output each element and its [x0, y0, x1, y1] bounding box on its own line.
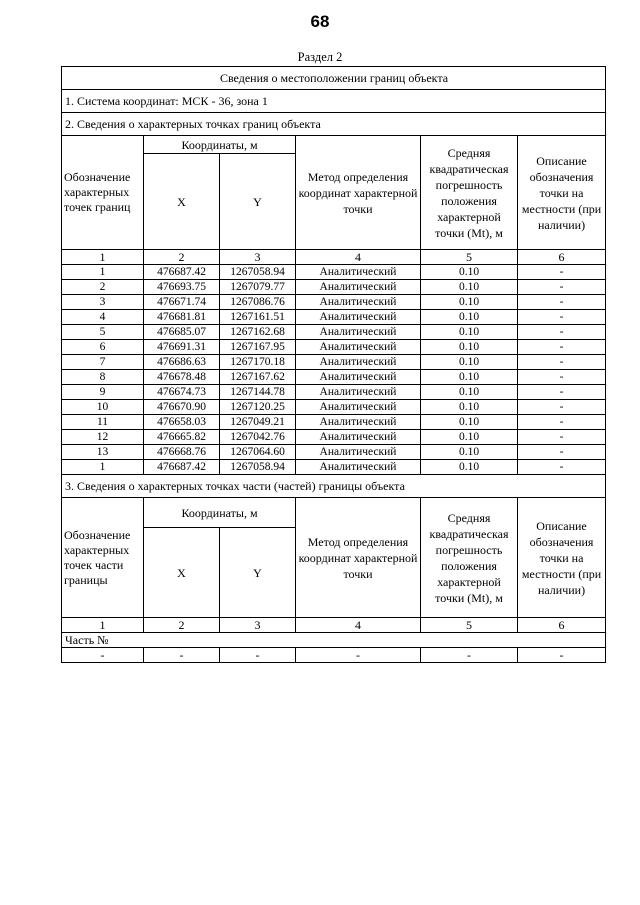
description: - — [518, 460, 606, 475]
coord-y: 1267120.25 — [220, 400, 296, 415]
coord-y: 1267144.78 — [220, 385, 296, 400]
coord-y: 1267086.76 — [220, 295, 296, 310]
header3-description: Описание обозначения точки на местности (при наличии) — [518, 498, 606, 618]
coord-y: 1267170.18 — [220, 355, 296, 370]
point-id: 12 — [62, 430, 144, 445]
column-number: 5 — [421, 250, 518, 265]
column-number: 2 — [144, 618, 220, 633]
method: Аналитический — [296, 340, 421, 355]
method: Аналитический — [296, 415, 421, 430]
accuracy: 0.10 — [421, 340, 518, 355]
coord-x: 476691.31 — [144, 340, 220, 355]
accuracy: 0.10 — [421, 295, 518, 310]
coord-x: 476670.90 — [144, 400, 220, 415]
accuracy: 0.10 — [421, 265, 518, 280]
column-number: 4 — [296, 618, 421, 633]
column-number: 3 — [220, 618, 296, 633]
header-x: X — [144, 154, 220, 250]
table-row — [62, 295, 606, 310]
part3-title: 3. Сведения о характерных точках части (частей) границы объекта — [62, 475, 606, 498]
point-id: 2 — [62, 280, 144, 295]
description: - — [518, 280, 606, 295]
coord-y: 1267064.60 — [220, 445, 296, 460]
method: Аналитический — [296, 280, 421, 295]
method: Аналитический — [296, 325, 421, 340]
coord-x: 476687.42 — [144, 460, 220, 475]
coord-x: 476681.81 — [144, 310, 220, 325]
header-method: Метод определения координат характерной точки — [296, 136, 421, 250]
part2-title: 2. Сведения о характерных точках границ объекта — [62, 113, 606, 136]
column-number: 6 — [518, 618, 606, 633]
table-row — [62, 340, 606, 355]
accuracy: 0.10 — [421, 310, 518, 325]
accuracy: 0.10 — [421, 460, 518, 475]
coord-x: 476668.76 — [144, 445, 220, 460]
coord-y: 1267058.94 — [220, 265, 296, 280]
table-row — [62, 265, 606, 280]
section-label: Раздел 2 — [297, 50, 343, 64]
description: - — [518, 430, 606, 445]
description: - — [518, 310, 606, 325]
description: - — [518, 325, 606, 340]
description: - — [518, 445, 606, 460]
header3-y: Y — [220, 528, 296, 618]
coord-x: 476671.74 — [144, 295, 220, 310]
table-row — [62, 280, 606, 295]
accuracy: 0.10 — [421, 355, 518, 370]
accuracy: 0.10 — [421, 445, 518, 460]
point-id: 6 — [62, 340, 144, 355]
description: - — [518, 400, 606, 415]
empty-cell: - — [220, 648, 296, 663]
method: Аналитический — [296, 310, 421, 325]
empty-cell: - — [144, 648, 220, 663]
coord-x: 476665.82 — [144, 430, 220, 445]
empty-cell: - — [518, 648, 606, 663]
empty-cell: - — [421, 648, 518, 663]
method: Аналитический — [296, 370, 421, 385]
coord-x: 476693.75 — [144, 280, 220, 295]
header3-x: X — [144, 528, 220, 618]
accuracy: 0.10 — [421, 415, 518, 430]
coord-y: 1267049.21 — [220, 415, 296, 430]
header3-designation: Обозначение характерных точек части границы — [62, 498, 144, 618]
accuracy: 0.10 — [421, 280, 518, 295]
header-coordinates: Координаты, м — [144, 136, 296, 154]
method: Аналитический — [296, 385, 421, 400]
coord-y: 1267042.76 — [220, 430, 296, 445]
point-id: 11 — [62, 415, 144, 430]
point-id: 7 — [62, 355, 144, 370]
point-id: 1 — [62, 265, 144, 280]
coord-x: 476686.63 — [144, 355, 220, 370]
description: - — [518, 370, 606, 385]
description: - — [518, 385, 606, 400]
header-description: Описание обозначения точки на местности (при наличии) — [518, 136, 606, 250]
boundary-table — [61, 66, 606, 663]
method: Аналитический — [296, 430, 421, 445]
column-number: 1 — [62, 250, 144, 265]
header3-method: Метод определения координат характерной точки — [296, 498, 421, 618]
table-row — [62, 400, 606, 415]
point-id: 5 — [62, 325, 144, 340]
coord-x: 476678.48 — [144, 370, 220, 385]
coord-y: 1267167.62 — [220, 370, 296, 385]
header-y: Y — [220, 154, 296, 250]
column-number: 3 — [220, 250, 296, 265]
accuracy: 0.10 — [421, 400, 518, 415]
accuracy: 0.10 — [421, 430, 518, 445]
coord-x: 476658.03 — [144, 415, 220, 430]
coord-y: 1267079.77 — [220, 280, 296, 295]
table-title: Сведения о местоположении границ объекта — [62, 67, 606, 90]
point-id: 9 — [62, 385, 144, 400]
method: Аналитический — [296, 460, 421, 475]
point-id: 3 — [62, 295, 144, 310]
point-id: 4 — [62, 310, 144, 325]
coord-y: 1267162.68 — [220, 325, 296, 340]
table-row — [62, 430, 606, 445]
column-number: 1 — [62, 618, 144, 633]
description: - — [518, 340, 606, 355]
method: Аналитический — [296, 355, 421, 370]
table-row — [62, 415, 606, 430]
description: - — [518, 415, 606, 430]
coord-y: 1267167.95 — [220, 340, 296, 355]
description: - — [518, 355, 606, 370]
point-id: 1 — [62, 460, 144, 475]
accuracy: 0.10 — [421, 385, 518, 400]
column-number: 4 — [296, 250, 421, 265]
header-accuracy: Средняя квадратическая погрешность положения характерной точки (Mt), м — [421, 136, 518, 250]
coord-x: 476685.07 — [144, 325, 220, 340]
point-id: 8 — [62, 370, 144, 385]
empty-cell: - — [62, 648, 144, 663]
description: - — [518, 295, 606, 310]
accuracy: 0.10 — [421, 325, 518, 340]
table-row — [62, 355, 606, 370]
table-row — [62, 460, 606, 475]
method: Аналитический — [296, 400, 421, 415]
coord-x: 476674.73 — [144, 385, 220, 400]
page-number: 68 — [310, 12, 330, 31]
header3-accuracy: Средняя квадратическая погрешность положения характерной точки (Mt), м — [421, 498, 518, 618]
method: Аналитический — [296, 445, 421, 460]
point-id: 10 — [62, 400, 144, 415]
empty-cell: - — [296, 648, 421, 663]
accuracy: 0.10 — [421, 370, 518, 385]
table-row — [62, 310, 606, 325]
table-row — [62, 445, 606, 460]
coord-system: 1. Система координат: МСК - 36, зона 1 — [62, 90, 606, 113]
coord-x: 476687.42 — [144, 265, 220, 280]
column-number: 5 — [421, 618, 518, 633]
table-row — [62, 325, 606, 340]
point-id: 13 — [62, 445, 144, 460]
description: - — [518, 265, 606, 280]
header3-coordinates: Координаты, м — [144, 498, 296, 528]
method: Аналитический — [296, 265, 421, 280]
method: Аналитический — [296, 295, 421, 310]
coord-y: 1267161.51 — [220, 310, 296, 325]
column-number: 2 — [144, 250, 220, 265]
table-row — [62, 370, 606, 385]
table-row — [62, 385, 606, 400]
part-label: Часть № — [62, 633, 606, 648]
header-designation: Обозначение характерных точек границ — [62, 136, 144, 250]
column-number: 6 — [518, 250, 606, 265]
coord-y: 1267058.94 — [220, 460, 296, 475]
